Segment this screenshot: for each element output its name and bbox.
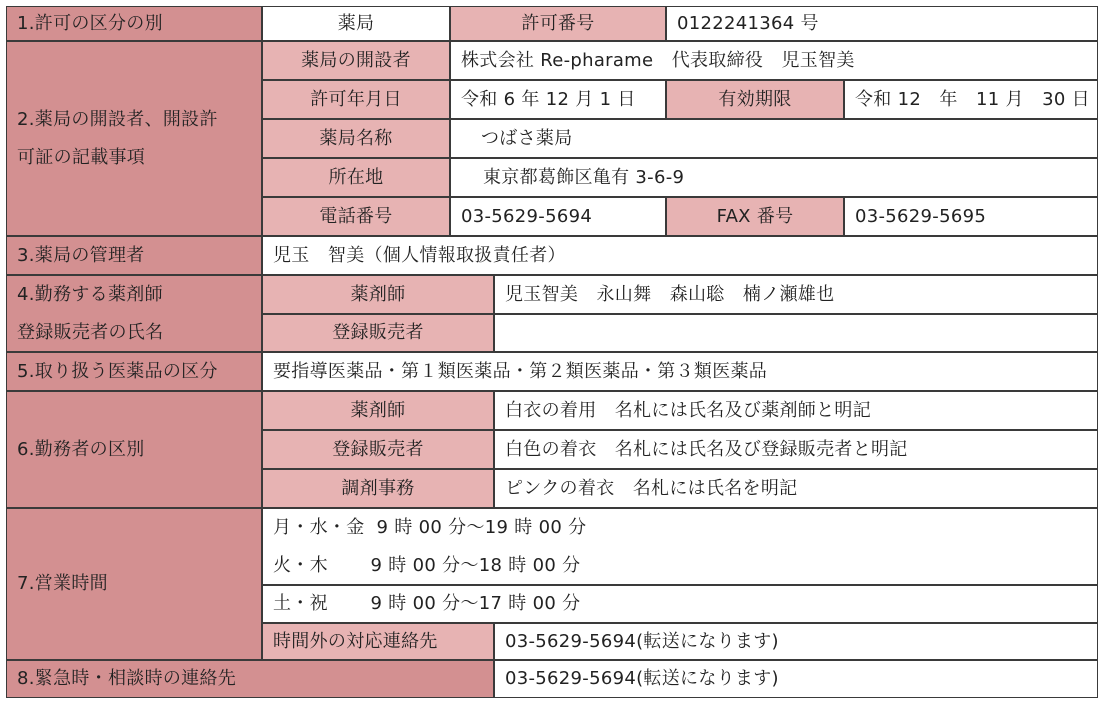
seller-attire-label: 登録販売者 bbox=[262, 430, 494, 469]
business-hours-line2: 火・木 9 時 00 分～18 時 00 分 bbox=[273, 554, 581, 576]
permit-category-header: 1.許可の区分の別 bbox=[6, 6, 262, 41]
permit-number-label: 許可番号 bbox=[450, 6, 666, 41]
business-hours-line1: 月・水・金 9 時 00 分～19 時 00 分 bbox=[273, 516, 587, 538]
tel-label: 電話番号 bbox=[262, 197, 450, 236]
staff-names-header-line2: 登録販売者の氏名 bbox=[17, 321, 164, 343]
founder-section-header bbox=[6, 41, 262, 236]
emergency-contact-header: 8.緊急時・相談時の連絡先 bbox=[6, 660, 494, 698]
business-hours-line3: 土・祝 9 時 00 分～17 時 00 分 bbox=[262, 585, 1098, 623]
fax-value: 03-5629-5695 bbox=[844, 197, 1098, 236]
pharmacist-names-value: 児玉智美 永山舞 森山聡 楠ノ瀬雄也 bbox=[494, 275, 1098, 314]
seller-attire-value: 白色の着衣 名札には氏名及び登録販売者と明記 bbox=[494, 430, 1098, 469]
seller-names-value bbox=[494, 314, 1098, 352]
manager-value: 児玉 智美（個人情報取扱責任者） bbox=[262, 236, 1098, 275]
drug-category-value: 要指導医薬品・第１類医薬品・第２類医薬品・第３類医薬品 bbox=[262, 352, 1098, 391]
expiry-label: 有効期限 bbox=[666, 80, 844, 119]
fax-label: FAX 番号 bbox=[666, 197, 844, 236]
pharmacy-name-label: 薬局名称 bbox=[262, 119, 450, 158]
permit-category-value: 薬局 bbox=[262, 6, 450, 41]
tel-value: 03-5629-5694 bbox=[450, 197, 666, 236]
address-label: 所在地 bbox=[262, 158, 450, 197]
staff-names-header-line1: 4.勤務する薬剤師 bbox=[17, 283, 163, 305]
afterhours-contact-value: 03-5629-5694(転送になります) bbox=[494, 623, 1098, 660]
pharmacist-names-label: 薬剤師 bbox=[262, 275, 494, 314]
afterhours-contact-label: 時間外の対応連絡先 bbox=[262, 623, 494, 660]
permit-number-value: 0122241364 号 bbox=[666, 6, 1098, 41]
founder-label: 薬局の開設者 bbox=[262, 41, 450, 80]
pharmacist-attire-value: 白衣の着用 名札には氏名及び薬剤師と明記 bbox=[494, 391, 1098, 430]
pharmacist-attire-label: 薬剤師 bbox=[262, 391, 494, 430]
expiry-value: 令和 12 年 11 月 30 日 bbox=[844, 80, 1098, 119]
permit-date-label: 許可年月日 bbox=[262, 80, 450, 119]
business-hours-weekday bbox=[262, 508, 1098, 585]
staff-distinction-header: 6.勤務者の区別 bbox=[6, 391, 262, 508]
address-value: 東京都葛飾区亀有 3-6-9 bbox=[450, 158, 1098, 197]
emergency-contact-value: 03-5629-5694(転送になります) bbox=[494, 660, 1098, 698]
drug-category-header: 5.取り扱う医薬品の区分 bbox=[6, 352, 262, 391]
seller-names-label: 登録販売者 bbox=[262, 314, 494, 352]
pharmacy-name-value: つばさ薬局 bbox=[450, 119, 1098, 158]
founder-section-header-line2: 可証の記載事項 bbox=[17, 146, 146, 168]
clerk-attire-value: ピンクの着衣 名札には氏名を明記 bbox=[494, 469, 1098, 508]
business-hours-header: 7.営業時間 bbox=[6, 508, 262, 660]
permit-date-value: 令和 6 年 12 月 1 日 bbox=[450, 80, 666, 119]
pharmacy-info-table bbox=[6, 6, 1098, 698]
founder-section-header-line1: 2.薬局の開設者、開設許 bbox=[17, 108, 218, 130]
staff-names-header bbox=[6, 275, 262, 352]
founder-value: 株式会社 Re-pharame 代表取締役 児玉智美 bbox=[450, 41, 1098, 80]
clerk-attire-label: 調剤事務 bbox=[262, 469, 494, 508]
manager-header: 3.薬局の管理者 bbox=[6, 236, 262, 275]
